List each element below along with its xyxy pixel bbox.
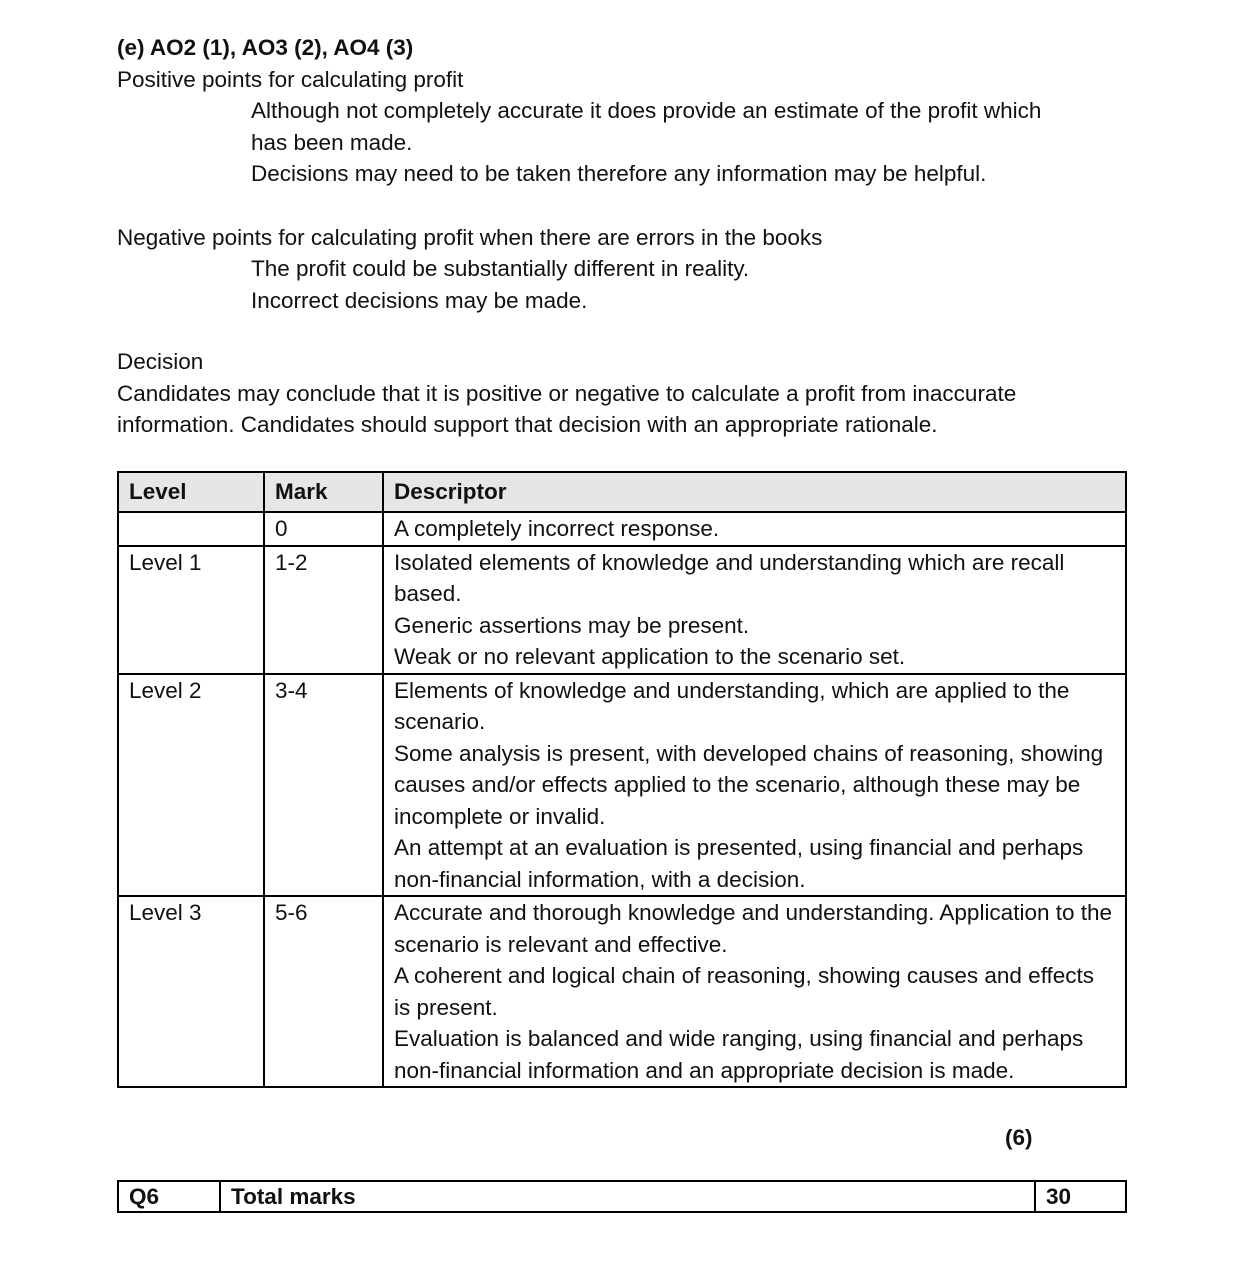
levels-table bbox=[117, 471, 1127, 1088]
total-label: Total marks bbox=[220, 1181, 1035, 1212]
negative-point: Incorrect decisions may be made. bbox=[251, 287, 588, 313]
mark-cell: 3-4 bbox=[264, 674, 383, 897]
negative-points bbox=[117, 253, 1177, 316]
total-marks-table bbox=[117, 1180, 1127, 1213]
marks-total: (6) bbox=[1005, 1125, 1033, 1150]
decision-text: Candidates may conclude that it is positive or negative to calculate a profit from inaccurate information. Candidates should support that decision with an appropriate rationale. bbox=[117, 380, 1017, 437]
descriptor-line: Weak or no relevant application to the scenario set. bbox=[394, 644, 906, 669]
level-cell: Level 1 bbox=[118, 546, 264, 674]
negative-title: Negative points for calculating profit when there are errors in the books bbox=[117, 224, 823, 250]
header-descriptor: Descriptor bbox=[383, 472, 1126, 512]
header-level: Level bbox=[118, 472, 264, 512]
descriptor-line: Elements of knowledge and understanding, which are applied to the scenario. bbox=[394, 677, 1070, 734]
table-row bbox=[118, 896, 1126, 1087]
positive-point: Although not completely accurate it does provide an estimate of the profit which has been made. bbox=[251, 98, 1042, 155]
level-cell: Level 3 bbox=[118, 896, 264, 1087]
mark-scheme-section bbox=[117, 32, 1177, 441]
mark-cell: 5-6 bbox=[264, 896, 383, 1087]
mark-cell: 0 bbox=[264, 512, 383, 546]
descriptor-line: Generic assertions may be present. bbox=[394, 612, 750, 638]
question-number: Q6 bbox=[118, 1181, 220, 1212]
section-heading: (e) AO2 (1), AO3 (2), AO4 (3) bbox=[117, 35, 414, 60]
descriptor-cell bbox=[383, 674, 1126, 897]
descriptor-line: An attempt at an evaluation is presented, using financial and perhaps non-financial information, with a decision. bbox=[394, 835, 1084, 892]
descriptor-line: Evaluation is balanced and wide ranging, using financial and perhaps non-financial information and an appropriate decision is made. bbox=[394, 1026, 1084, 1083]
descriptor-cell bbox=[383, 896, 1126, 1087]
descriptor-line: A coherent and logical chain of reasoning, showing causes and effects is present. bbox=[394, 963, 1095, 1020]
header-mark: Mark bbox=[264, 472, 383, 512]
table-header-row bbox=[118, 472, 1126, 512]
level-cell bbox=[118, 512, 264, 546]
table-row bbox=[118, 674, 1126, 897]
negative-point: The profit could be substantially different in reality. bbox=[251, 256, 750, 281]
mark-cell: 1-2 bbox=[264, 546, 383, 674]
descriptor-cell bbox=[383, 512, 1126, 546]
descriptor-line: Isolated elements of knowledge and understanding which are recall based. bbox=[394, 549, 1065, 606]
descriptor-cell bbox=[383, 546, 1126, 674]
decision-title: Decision bbox=[117, 349, 204, 374]
descriptor-line: Some analysis is present, with developed chains of reasoning, showing causes and/or effects applied to the scenario, although these may be incomplete or invalid. bbox=[394, 740, 1104, 829]
positive-point: Decisions may need to be taken therefore any information may be helpful. bbox=[251, 161, 987, 186]
total-value: 30 bbox=[1035, 1181, 1126, 1212]
positive-points bbox=[117, 95, 1051, 190]
descriptor-line: A completely incorrect response. bbox=[394, 516, 720, 541]
positive-title: Positive points for calculating profit bbox=[117, 66, 464, 92]
total-row bbox=[118, 1181, 1126, 1212]
level-cell: Level 2 bbox=[118, 674, 264, 897]
table-row bbox=[118, 546, 1126, 674]
descriptor-line: Accurate and thorough knowledge and understanding. Application to the scenario is relevant and effective. bbox=[394, 900, 1113, 957]
table-row bbox=[118, 512, 1126, 546]
